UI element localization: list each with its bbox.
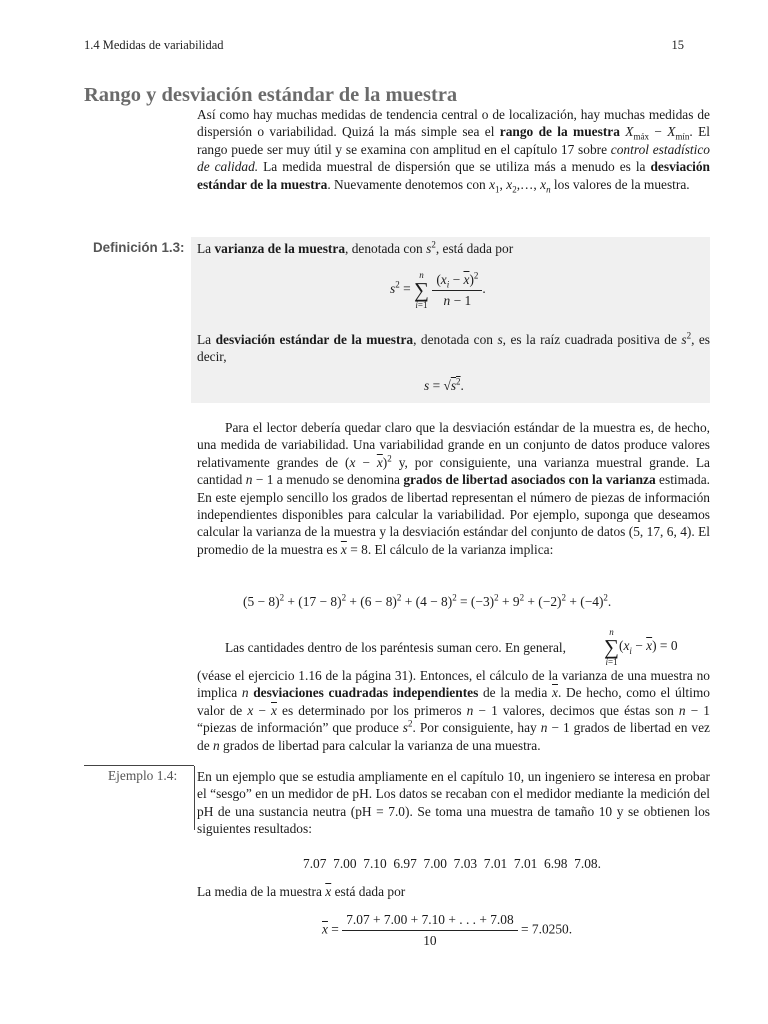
sum-deviation-formula: n ∑ $i=1(x_i - \overline{x}) = 0$ (604, 627, 678, 667)
example-rule-vertical (194, 766, 195, 830)
section-title: Rango y desviación estándar de la muestra (84, 84, 458, 106)
definition-line-1: La varianza de la muestra, denotada con $s^2$, está dada por (197, 239, 514, 256)
std-dev-formula: $s = √s^2$. (424, 376, 464, 393)
mean-numerator: 7.07 + 7.00 + 7.10 + . . . + 7.08 (342, 912, 517, 931)
intro-paragraph: Así como hay muchas medidas de tendencia central o de localización, hay muchas medidas de dispersión o variabilidad. Quizá la más simple sea el rango de la muestra $X_{máx} - X_{mín}$. El rango puede ser muy útil y se examina con amplitud en el capítulo 17 sobre control estadístico de calidad. La medida muestral de dispersión que se utiliza más a menudo es la desviación estándar de la muestra. Nuevamente denotemos con $x_1$, $x_2,\dots$, $x_n$ los valores de la muestra. (197, 107, 710, 195)
paragraph-independent-deviations: (véase el ejercicio 1.16 de la página 31). Entonces, el cálculo de la varianza de una muestra no implica n desviaciones cuadradas independientes de la media $\overline{x}$. De hecho, como el último valor de $x - \overline{x}$ es determinado por los primeros n − 1 valores, decimos que éstas son n − 1 “piezas de información” que produce $s^2$. Por consiguiente, hay n − 1 grados de libertad en vez de n grados de libertad para calcular la varianza de una muestra. (197, 668, 711, 753)
example-mean-formula: $\overline{x}$ = $\frac{7.07 + 7.00 + 7.10 + . . . + 7.08}{10}$ = 7.0250. (322, 912, 573, 948)
example-mean-intro: La media de la muestra $\overline{x}$ está dada por (197, 884, 406, 899)
example-data-values: 7.07 7.00 7.10 6.97 7.00 7.03 7.01 7.01 6.98 7.08. (303, 856, 601, 871)
definition-label: Definición 1.3: (93, 240, 185, 255)
example-rule-horizontal (84, 765, 194, 766)
mean-result: = 7.0250. (521, 921, 573, 937)
variance-formula: $s^2 = n$ ∑ i=1 $\frac{(x_i - \overline{x})^2}{n - 1}$ . (390, 270, 486, 310)
variance-calculation-equation: $(5 - 8)^2 + (17 - 8)^2 + (6 - 8)^2 + (4 - 8)^2 = (-3)^2 + 9^2 + (-2)^2 + (-4)^2$. (243, 592, 612, 609)
definition-line-2: La desviación estándar de la muestra, denotada con s, es la raíz cuadrada positiva de $s^2$, es decir, (197, 330, 711, 365)
example-paragraph: En un ejemplo que se estudia ampliamente en el capítulo 10, un ingeniero se interesa en probar el “sesgo” en un medidor de pH. Los datos se recaban con el medidor mediante la medición del pH de una sustancia neutra (pH = 7.0). Se toma una muestra de tamaño 10 y se obtienen los siguientes resultados: (197, 769, 710, 837)
example-label: Ejemplo 1.4: (108, 768, 178, 783)
mean-denominator: 10 (423, 933, 437, 948)
page-number: 15 (671, 38, 684, 52)
paragraph-degrees-of-freedom: Para el lector debería quedar claro que la desviación estándar de la muestra es, de hecho, una medida de variabilidad. Una variabilidad grande en un conjunto de datos produce valores relativamente grandes de $(x - \overline{x})^2$ y, por consiguiente, una varianza muestral grande. La cantidad n − 1 a menudo se denomina grados de libertad asociados con la varianza estimada. En este ejemplo sencillo los grados de libertad representan el número de piezas de información independientes disponibles para calcular la variabilidad. Por ejemplo, suponga que deseamos calcular la varianza de la muestra y la desviación estándar del conjunto de datos (5, 17, 6, 4). El promedio de la muestra es $\overline{x} = 8$. El cálculo de la varianza implica: (197, 420, 710, 557)
running-header-section: 1.4 Medidas de variabilidad (84, 38, 224, 52)
paragraph-sum-zero-line: Las cantidades dentro de los paréntesis suman cero. En general, (225, 640, 566, 655)
